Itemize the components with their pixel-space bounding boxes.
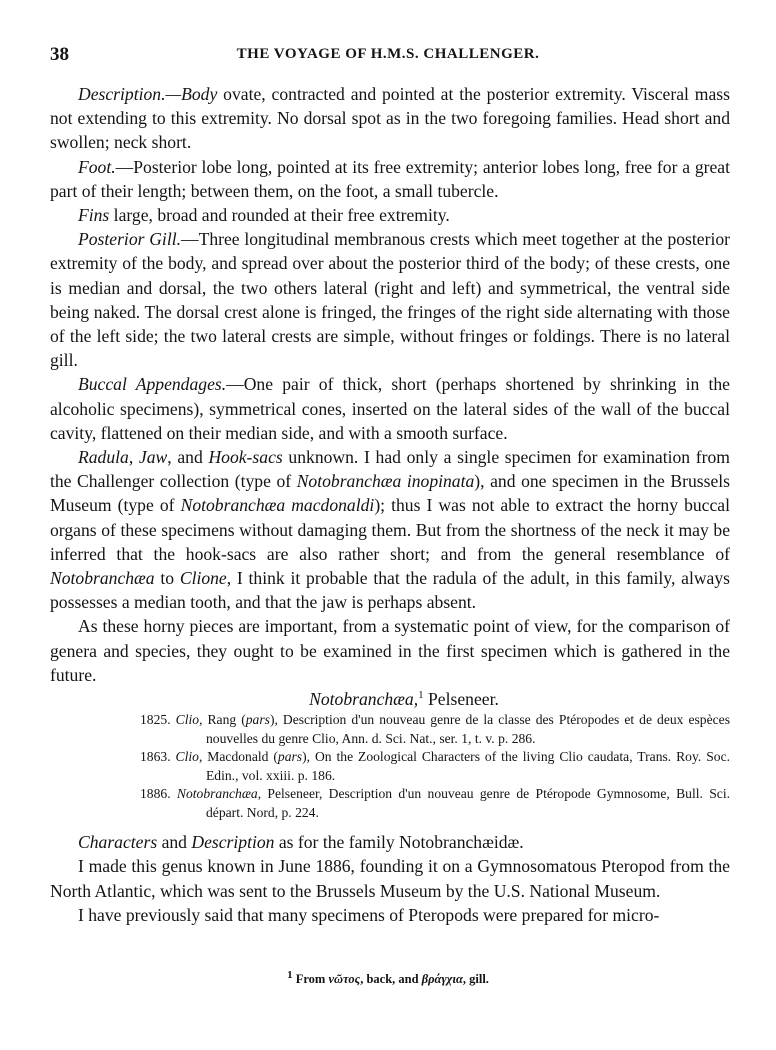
reference-year: 1886. — [140, 786, 171, 802]
text-radula-2: ), and one specimen in the Brussels Museum (type of — [50, 471, 730, 516]
reference-text: ), Description d'un nouveau genre de la classe des Ptéropodes et de deux espèces nouvelles du genre Clio, Ann. d. Sci. Nat., ser. 1, t. v. p. 286. — [206, 712, 730, 746]
label-description: Description.—Body — [78, 84, 218, 104]
reference-text: , Pelseneer, Description d'un nouveau genre de Ptéropode Gymnosome, Bull. Sci. départ. Nord, p. 224. — [206, 786, 730, 820]
text-fins: large, broad and rounded at their free extremity. — [109, 205, 450, 226]
genus-name: Notobranchæa, — [309, 689, 419, 710]
reference-year: 1863. — [140, 749, 171, 765]
reference-pars: pars — [277, 749, 303, 765]
page-header — [50, 44, 726, 68]
page-number: 38 — [50, 44, 69, 65]
text-description: ovate, contracted and pointed at the posterior extremity. Visceral mass not extending to this extremity. No dorsal spot as in the two foregoing families. Head short and swollen; neck short. — [50, 84, 730, 153]
species-macdonaldi: Notobranchæa macdonaldi — [180, 495, 375, 516]
sep-radula-2: , and — [167, 447, 209, 468]
paragraph-genus-known: I made this genus known in June 1886, founding it on a Gymnosomatous Pteropod from the North Atlantic, which was sent to the Brussels Museum by the U.S. National Museum. — [50, 856, 730, 901]
text-buccal: —One pair of thick, short (perhaps shortened by shrinking in the alcoholic specimens), symmetrical cones, inserted on the lateral sides of the wall of the buccal cavity, flattened on their median side, and with a smooth surface. — [50, 374, 730, 443]
paragraph-radula — [50, 445, 730, 614]
text-radula-1: unknown. I had only a single specimen for examination from the Challenger collection (type of — [50, 447, 730, 492]
text-foot: —Posterior lobe long, pointed at its free extremity; anterior lobes long, free for a great part of their length; between them, on the foot, a small tubercle. — [50, 156, 730, 201]
paragraph-description — [50, 82, 730, 155]
reference-list — [50, 711, 730, 822]
species-inopinata: Notobranchæa inopinata — [296, 471, 475, 492]
reference-text: , Macdonald ( — [198, 749, 278, 765]
body-text — [50, 82, 730, 927]
label-buccal: Buccal Appendages. — [78, 374, 227, 395]
genus-heading — [50, 687, 730, 711]
footnote — [0, 968, 776, 987]
paragraph-foot — [50, 155, 730, 203]
label-description-2: Description — [191, 832, 275, 853]
reference-genus: Clio — [175, 749, 199, 765]
paragraph-gill — [50, 227, 730, 372]
reference-item — [50, 711, 730, 748]
label-radula: Radula — [78, 447, 129, 468]
genus-clione: Clione — [179, 568, 227, 589]
paragraph-characters — [50, 830, 730, 854]
footnote-mark: 1 — [287, 968, 293, 981]
reference-item — [50, 785, 730, 822]
genus-author: Pelseneer. — [423, 689, 499, 710]
text-and: and — [157, 832, 192, 853]
label-foot: Foot. — [78, 156, 116, 177]
text-characters: as for the family Notobranchæidæ. — [274, 832, 524, 853]
paragraph-buccal — [50, 372, 730, 445]
greek-back: νῶτος — [328, 972, 361, 986]
genus-notobranchaea: Notobranchæa — [50, 568, 155, 589]
reference-genus: Notobranchæa — [176, 786, 258, 802]
label-fins: Fins — [78, 205, 110, 226]
label-hooksacs: Hook-sacs — [208, 447, 283, 468]
reference-pars: pars — [245, 712, 270, 728]
label-characters: Characters — [78, 832, 158, 853]
reference-genus: Clio — [175, 712, 200, 728]
paragraph-previously: I have previously said that many specimens of Pteropods were prepared for micro- — [78, 904, 660, 925]
text-radula-3: ); thus I was not able to extract the horny buccal organs of these specimens without damaging them. But from the shortness of the neck it may be inferred that the hook-sacs are also rather short; and from the general resemblance of — [50, 495, 730, 564]
running-title: THE VOYAGE OF H.M.S. CHALLENGER. — [236, 46, 540, 62]
greek-gill: βράγχια — [421, 972, 463, 986]
sep-radula-1: , — [128, 447, 139, 468]
footnote-text: From — [292, 972, 329, 986]
paragraph-fins — [50, 203, 730, 227]
label-gill: Posterior Gill. — [78, 229, 181, 250]
text-radula-4: to — [154, 568, 180, 589]
paragraph-horny-pieces: As these horny pieces are important, from a systematic point of view, for the comparison of genera and species, they ought to be examined in the first specimen which is gathered in the future. — [50, 616, 730, 685]
footnote-text: , back, and — [360, 972, 422, 986]
reference-year: 1825. — [140, 712, 171, 728]
reference-text: , Rang ( — [199, 712, 246, 728]
footnote-mark: 1 — [418, 689, 424, 702]
label-jaw: Jaw — [138, 447, 168, 468]
text-radula-5: , I think it probable that the radula of the adult, in this family, always possesses a median tooth, and that the jaw is perhaps absent. — [50, 568, 730, 613]
reference-item — [50, 748, 730, 785]
footnote-text: , gill. — [462, 972, 489, 986]
text-gill: —Three longitudinal membranous crests which meet together at the posterior extremity of the body, and spread over about the posterior third of the body; of these crests, one is median and dorsal, the two others lateral (right and left) and symmetrical, the ventral side being naked. The dorsal crest alone is fringed, the fringes of the right side alternating with those of the left side; the two lateral crests are simple, without fringes or foldings. There is no lateral gill. — [50, 229, 730, 371]
reference-text: ), On the Zoological Characters of the living Clio caudata, Trans. Roy. Soc. Edin., vol. xxiii. p. 186. — [206, 749, 731, 783]
